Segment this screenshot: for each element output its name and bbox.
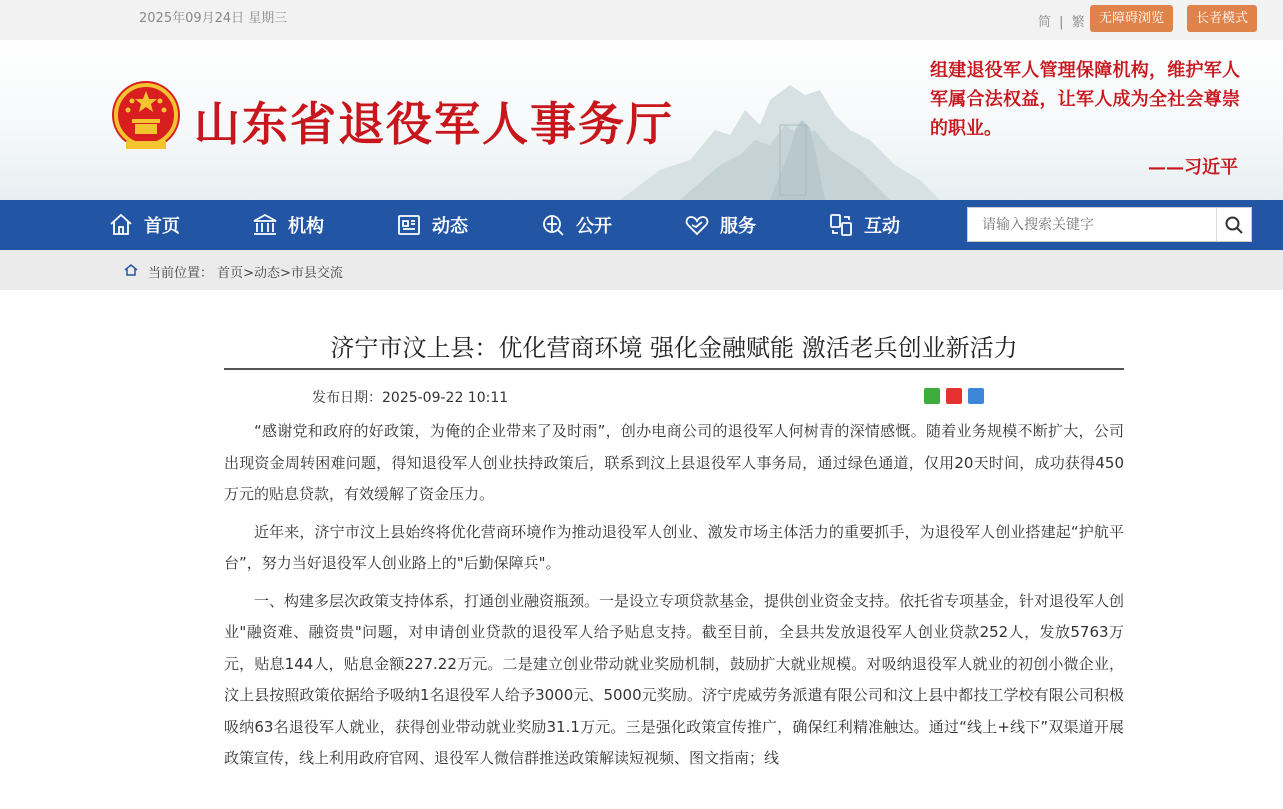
breadcrumb-text[interactable]: 当前位置： 首页>动态>市县交流 [148,266,343,281]
publish-date: 发布日期：2025-09-22 10:11 [312,390,509,406]
article-meta [224,370,1124,416]
institution-icon [252,212,278,238]
quote-author: ——习近平 [1148,157,1238,178]
interact-icon [828,212,854,238]
article-paragraph: 近年来，济宁市汶上县始终将优化营商环境作为推动退役军人创业、激发市场主体活力的重要抓手，为退役军人创业搭建起“护航平台”，努力当好退役军人创业路上的"后勤保障兵"。 [224,522,1124,572]
nav-item-public[interactable] [540,200,612,250]
nav-label-home: 首页 [144,216,180,237]
service-icon [684,212,710,238]
nav-label-service: 服务 [720,216,756,237]
nav-label-interact: 互动 [864,216,900,237]
public-icon [540,212,566,238]
article-title: 济宁市汶上县：优化营商环境 强化金融赋能 激活老兵创业新活力 [224,328,1124,370]
language-separator: | [1059,15,1064,30]
share-buttons [924,388,984,404]
article [224,328,1124,781]
weibo-share-icon[interactable] [946,388,962,404]
search-box [967,207,1252,242]
article-paragraph: 一、构建多层次政策支持体系，打通创业融资瓶颈。一是设立专项贷款基金，提供创业资金支持。依托省专项基金，针对退役军人创业"融资难、融资贵"问题，对申请创业贷款的退役军人给予贴息支持。截至目前，全县共发放退役军人创业贷款252人，发放5763万元，贴息144人，贴息金额227.22万元。二是建立创业带动就业奖励机制，鼓励扩大就业规模。对吸纳退役军人就业的初创小微企业，汶上县按照政策依据给予吸纳1名退役军人给予3000元、5000元奖励。济宁虎威劳务派遣有限公司和汶上县中都技工学校有限公司积极吸纳63名退役军人就业，获得创业带动就业奖励31.1万元。三是强化政策宣传推广，确保红利精准触达。通过“线上+线下”双渠道开展政策宣传，线上利用政府官网、退役军人微信群推送政策解读短视频、图文指南；线 [224,591,1125,767]
search-input[interactable] [968,208,1216,241]
site-header [0,40,1283,200]
nav-item-news[interactable] [396,200,468,250]
nav-item-interact[interactable] [828,200,900,250]
traditional-chinese-link[interactable]: 繁 [1071,15,1085,30]
breadcrumb [0,250,1283,290]
nav-label-news: 动态 [432,216,468,237]
national-emblem-icon [108,77,184,157]
leader-quote: 组建退役军人管理保障机构，维护军人军属合法权益，让军人成为全社会尊崇的职业。 [930,60,1240,139]
nav-item-home[interactable] [108,200,180,250]
nav-item-institution[interactable] [252,200,324,250]
article-body [224,416,1124,775]
main-navigation [0,200,1283,250]
elder-mode-button[interactable]: 长者模式 [1187,5,1257,32]
nav-label-institution: 机构 [288,216,324,237]
nav-item-service[interactable] [684,200,756,250]
home-icon [108,212,134,238]
site-title[interactable]: 山东省退役军人事务厅 [194,97,674,151]
breadcrumb-home-icon [124,263,138,277]
current-date: 2025年09月24日 星期三 [139,11,288,26]
language-switch [1036,11,1087,30]
article-paragraph: “感谢党和政府的好政策，为俺的企业带来了及时雨”，创办电商公司的退役军人何树青的深情感慨。随着业务规模不断扩大，公司出现资金周转困难问题，得知退役军人创业扶持政策后，联系到汶上县退役军人事务局，通过绿色通道，仅用20天时间，成功获得450万元的贴息贷款，有效缓解了资金压力。 [224,422,1124,503]
news-icon [396,212,422,238]
accessibility-button[interactable]: 无障碍浏览 [1090,5,1173,32]
nav-label-public: 公开 [576,216,612,237]
wechat-share-icon[interactable] [924,388,940,404]
search-button[interactable] [1216,208,1251,241]
search-icon [1224,215,1244,235]
simplified-chinese-link[interactable]: 简 [1038,15,1052,30]
top-bar [0,0,1283,40]
more-share-icon[interactable] [968,388,984,404]
